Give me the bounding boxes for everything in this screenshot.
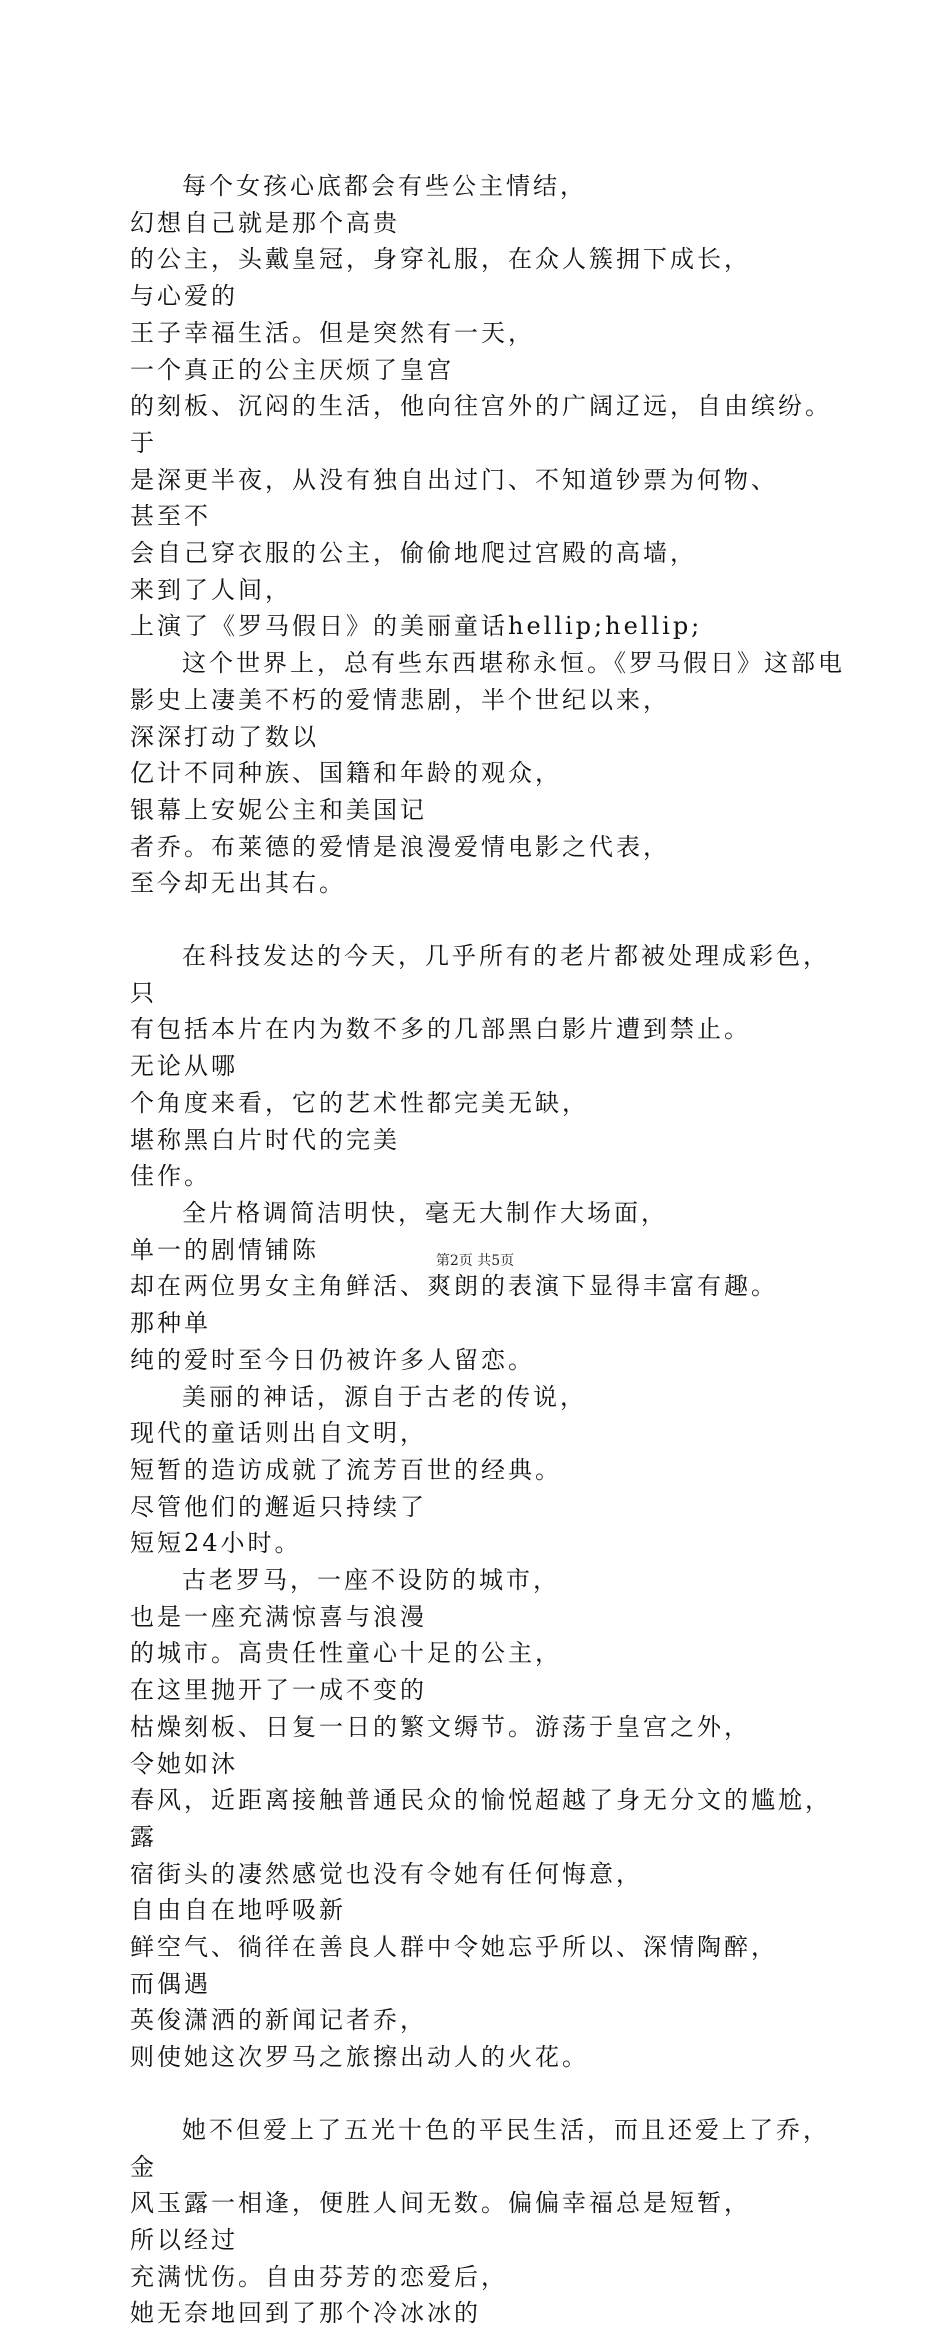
paragraph-6: 古老罗马，一座不设防的城市，也是一座充满惊喜与浪漫 的城市。高贵任性童心十足的公主，在这里抛开了一成不变的 枯燥刻板、日复一日的繁文缛节。游荡于皇宫之外，令她如沐 春风，近距离接触普通民众的愉悦超越了身无分文的尴尬，露 宿街头的凄然感觉也没有令她有任何悔意，自由自在地呼吸新 鲜空气、徜徉在善良人群中令她忘乎所以、深情陶醉，而偶遇 英俊潇洒的新闻记者乔，则使她这次罗马之旅擦出动人的火花。 — [130, 1566, 832, 2072]
paragraph-2: 这个世界上，总有些东西堪称永恒。《罗马假日》这部电 影史上凄美不朽的爱情悲剧，半个世纪以来，深深打动了数以 亿计不同种族、国籍和年龄的观众，银幕上安妮公主和美国记 者乔。布莱德的爱情是浪漫爱情电影之代表，至今却无出其右。 — [130, 649, 845, 898]
paragraph-3: 在科技发达的今天，几乎所有的老片都被处理成彩色，只 有包括本片在内为数不多的几部黑白影片遭到禁止。无论从哪 个角度来看，它的艺术性都完美无缺，堪称黑白片时代的完美 佳作。 — [130, 942, 830, 1191]
paragraph-4: 全片格调简洁明快，毫无大制作大场面，单一的剧情铺陈 却在两位男女主角鲜活、爽朗的表演下显得丰富有趣。那种单 纯的爱时至今日仍被许多人留恋。 — [130, 1198, 778, 1374]
paragraph-spacer — [130, 2076, 850, 2112]
paragraph-1: 每个女孩心底都会有些公主情结，幻想自己就是那个高贵 的公主，头戴皇冠，身穿礼服，在众人簇拥下成长，与心爱的 王子幸福生活。但是突然有一天，一个真正的公主厌烦了皇宫 的刻板、沉闷的生活，他向往宫外的广阔辽远，自由缤纷。于 是深更半夜，从没有独自出过门、不知道钞票为何物、甚至不 会自己穿衣服的公主，偷偷地爬过宫殿的高墙，来到了人间， 上演了《罗马假日》的美丽童话hellip;hellip; — [130, 172, 832, 641]
paragraph-7: 她不但爱上了五光十色的平民生活，而且还爱上了乔，金 风玉露一相逢，便胜人间无数。偏偏幸福总是短暂，所以经过 充满忧伤。自由芬芳的恋爱后，她无奈地回到了那个冷冰冰的 — [130, 2115, 830, 2328]
page-number-footer: 第2页 共5页 — [435, 1253, 515, 1269]
paragraph-5: 美丽的神话，源自于古老的传说，现代的童话则出自文明， 短暂的造访成就了流芳百世的经典。尽管他们的邂逅只持续了 短短24小时。 — [130, 1382, 587, 1558]
paragraph-spacer — [130, 902, 850, 938]
